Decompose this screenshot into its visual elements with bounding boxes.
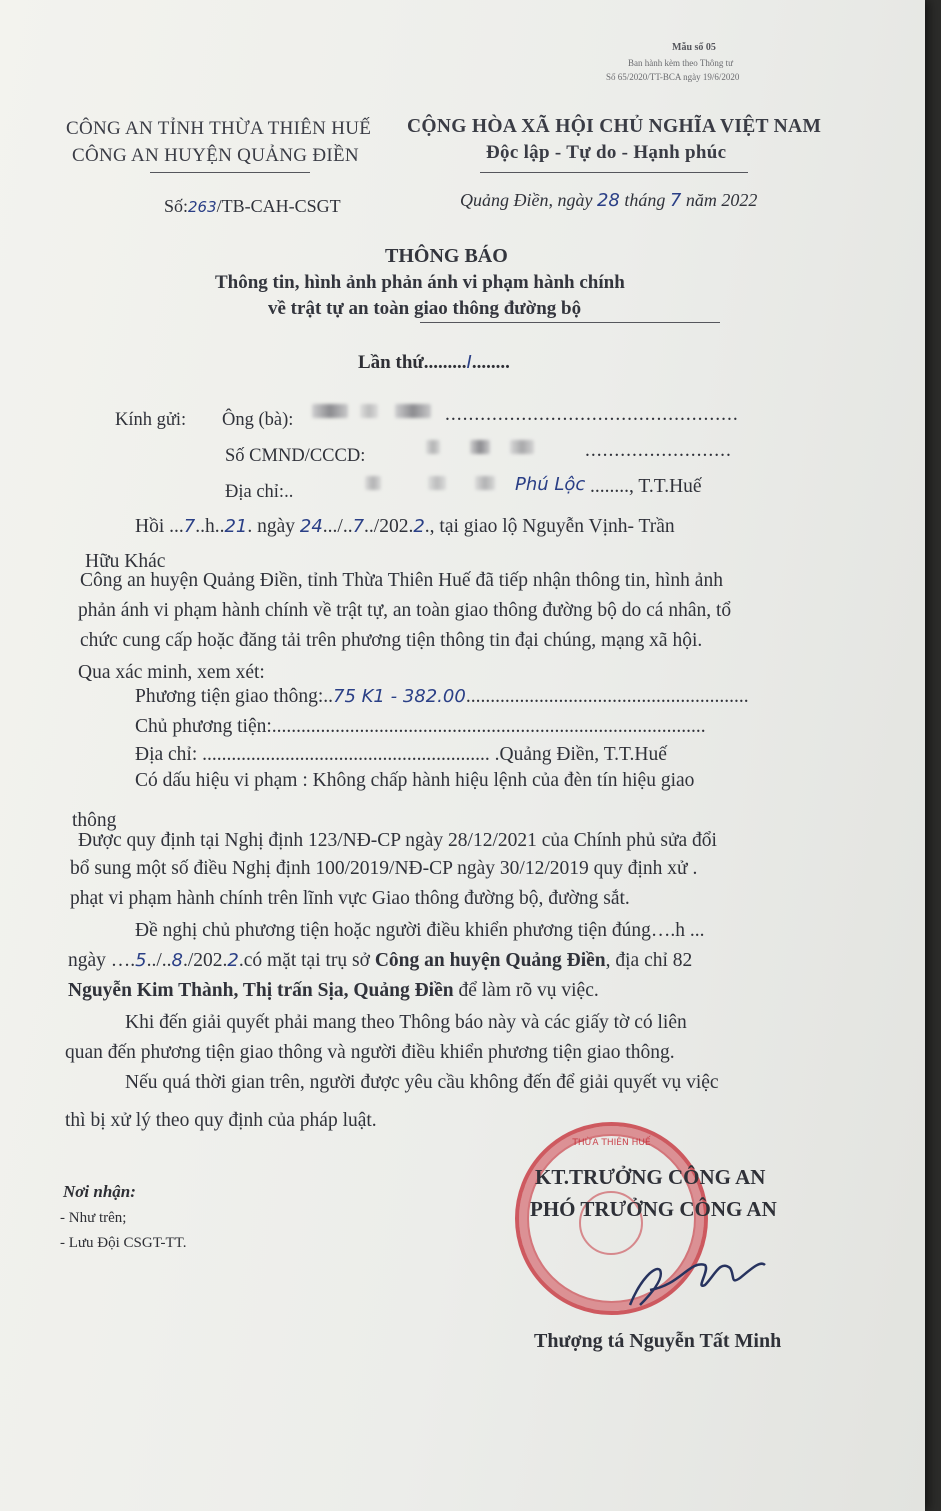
- violation-line2: thông: [72, 810, 117, 831]
- title-sub1: Thông tin, hình ảnh phản ánh vi phạm hành chính: [215, 272, 625, 293]
- vehicle-line: Phương tiện giao thông:..75 K1 - 382.00..........................................................: [135, 686, 749, 707]
- recipients-item-2: - Lưu Đội CSGT-TT.: [60, 1235, 187, 1251]
- incident-time: Hồi ...7..h..21. ngày 24.../..7../202.2., tại giao lộ Nguyễn Vịnh- Trần: [135, 516, 675, 537]
- form-code: Mẫu số 05: [672, 42, 716, 53]
- title-sub2: về trật tự an toàn giao thông đường bộ: [268, 298, 582, 319]
- attempt-number: Lần thứ.........I........: [358, 352, 510, 373]
- seal-text: THỪA THIÊN HUẾ: [572, 1138, 651, 1148]
- form-line2: Số 65/2020/TT-BCA ngày 19/6/2020: [606, 72, 740, 82]
- signature-icon: [610, 1240, 790, 1320]
- p1-line2: phản ánh vi phạm hành chính về trật tự, an toàn giao thông đường bộ do cá nhân, tổ: [78, 600, 732, 621]
- sign-role-2: PHÓ TRƯỞNG CÔNG AN: [530, 1197, 777, 1221]
- redacted-name-1: [312, 404, 348, 418]
- id-dots: .........................: [585, 440, 732, 461]
- address-suffix: ........, T.T.Huế: [590, 476, 702, 497]
- form-line1: Ban hành kèm theo Thông tư: [628, 58, 733, 68]
- redacted-address-2: [428, 476, 446, 490]
- agency-underline: [150, 172, 310, 173]
- agency-name: CÔNG AN HUYỆN QUẢNG ĐIỀN: [72, 145, 359, 166]
- salutation: Kính gửi:: [115, 410, 187, 430]
- name-dots: ..................................................: [445, 404, 739, 425]
- redacted-name-3: [395, 404, 431, 418]
- id-label: Số CMND/CCCD:: [225, 446, 366, 466]
- redacted-id-2: [470, 440, 490, 454]
- address-handwritten: Phú Lộc: [515, 474, 586, 495]
- owner-line: Chủ phương tiện:.........................................................................................: [135, 716, 706, 737]
- place-date: Quảng Điền, ngày 28 tháng 7 năm 2022: [460, 190, 758, 211]
- title-underline: [420, 322, 720, 323]
- late-line2: thì bị xử lý theo quy định của pháp luật.: [65, 1110, 377, 1131]
- late-line1: Nếu quá thời gian trên, người được yêu cầu không đến để giải quyết vụ việc: [125, 1072, 719, 1093]
- redacted-address-1: [365, 476, 381, 490]
- bring-line2: quan đến phương tiện giao thông và người điều khiển phương tiện giao thông.: [65, 1042, 675, 1063]
- p1-line3: chức cung cấp hoặc đăng tải trên phương tiện thông tin đại chúng, mạng xã hội.: [80, 630, 703, 651]
- recipients-item-1: - Như trên;: [60, 1210, 127, 1226]
- redacted-id-3: [510, 440, 534, 454]
- redacted-id-1: [426, 440, 440, 454]
- signer-name: Thượng tá Nguyễn Tất Minh: [534, 1330, 782, 1352]
- recipients-title: Nơi nhận:: [63, 1182, 136, 1201]
- request-line1: Đề nghị chủ phương tiện hoặc người điều khiển phương tiện đúng….h ...: [135, 920, 705, 941]
- address2-line: Địa chỉ: ........................................................... .Quảng Điền, T.T.Huế: [135, 744, 667, 765]
- request-line3: Nguyễn Kim Thành, Thị trấn Sịa, Quảng Điền để làm rõ vụ việc.: [68, 980, 599, 1001]
- redacted-address-3: [475, 476, 495, 490]
- law-line2: bổ sung một số điều Nghị định 100/2019/NĐ-CP ngày 30/12/2019 quy định xử .: [70, 858, 698, 879]
- request-line2: ngày ….5../..8./202.2.có mặt tại trụ sở Công an huyện Quảng Điền, địa chỉ 82: [68, 950, 693, 971]
- sign-role-1: KT.TRƯỞNG CÔNG AN: [535, 1165, 766, 1189]
- address-label: Địa chỉ:..: [225, 482, 294, 502]
- verify-label: Qua xác minh, xem xét:: [78, 662, 265, 683]
- law-line3: phạt vi phạm hành chính trên lĩnh vực Giao thông đường bộ, đường sắt.: [70, 888, 630, 909]
- violation-line1: Có dấu hiệu vi phạm : Không chấp hành hiệu lệnh của đèn tín hiệu giao: [135, 770, 695, 791]
- incident-location-cont: Hữu Khác: [85, 551, 166, 572]
- document-number: Số:263/TB-CAH-CSGT: [164, 196, 341, 216]
- motto-underline: [480, 172, 748, 173]
- nation-title: CỘNG HÒA XÃ HỘI CHỦ NGHĨA VIỆT NAM: [407, 116, 822, 137]
- redacted-name-2: [360, 404, 378, 418]
- p1-line1: Công an huyện Quảng Điền, tỉnh Thừa Thiên Huế đã tiếp nhận thông tin, hình ảnh: [80, 570, 723, 591]
- page-title: THÔNG BÁO: [385, 245, 508, 267]
- agency-parent: CÔNG AN TỈNH THỪA THIÊN HUẾ: [66, 118, 372, 139]
- bring-line1: Khi đến giải quyết phải mang theo Thông báo này và các giấy tờ có liên: [125, 1012, 687, 1033]
- nation-motto: Độc lập - Tự do - Hạnh phúc: [486, 142, 727, 163]
- recipient-name-label: Ông (bà):: [222, 410, 294, 430]
- law-line1: Được quy định tại Nghị định 123/NĐ-CP ngày 28/12/2021 của Chính phủ sửa đổi: [78, 830, 717, 851]
